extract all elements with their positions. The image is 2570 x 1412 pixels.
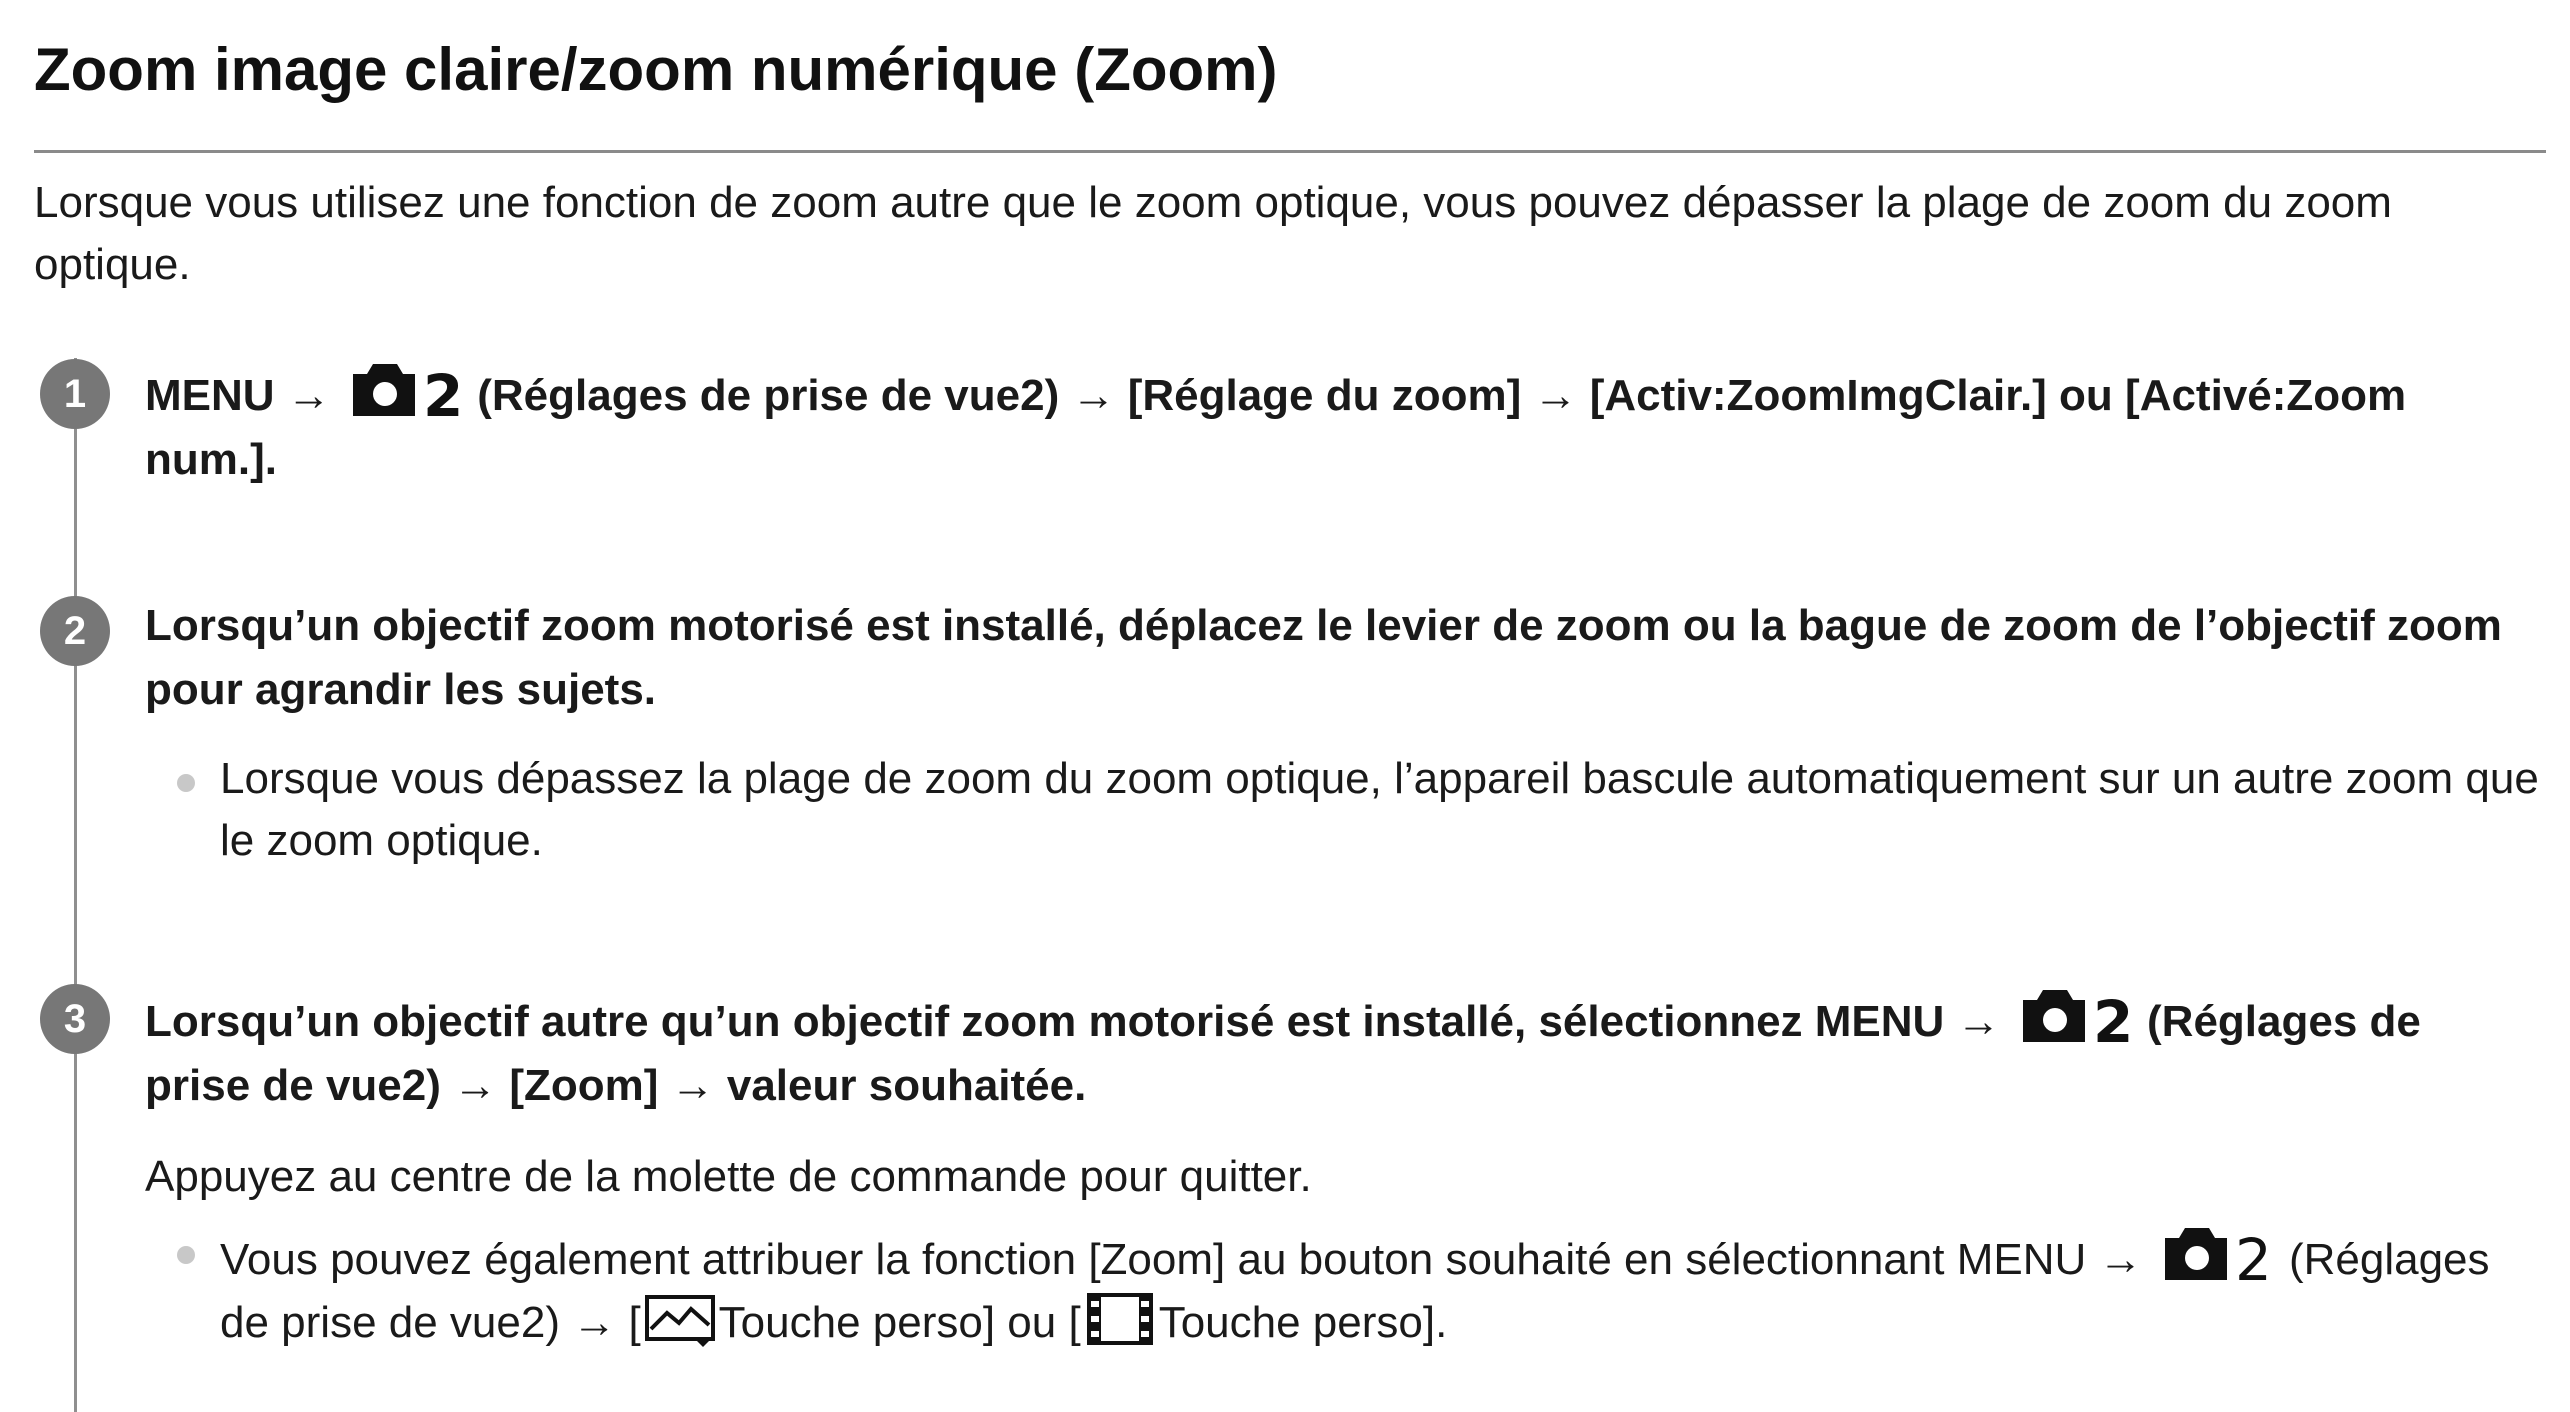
- step-1-text-after: (Réglages de prise de vue2) → [Réglage du zoom] → [Activ:ZoomImgClair.] ou [Activé:Zoom num.].: [145, 371, 2407, 484]
- step-1-badge: 1: [40, 359, 110, 429]
- camera-tab-number: 2: [2234, 1226, 2272, 1294]
- step-2-bullet-text: Lorsque vous dépassez la plage de zoom du zoom optique, l’appareil bascule automatiquement sur un autre zoom que le zoom optique.: [220, 754, 2539, 865]
- step-3-badge: 3: [40, 984, 110, 1054]
- step-3-bullet-part2: (Réglages de prise de vue2) → [: [220, 1235, 2490, 1347]
- step-3-text-after: (Réglages de prise de vue2) → [Zoom] → valeur souhaitée.: [145, 997, 2421, 1110]
- step-3-text-before: Lorsqu’un objectif autre qu’un objectif zoom motorisé est installé, sélectionnez MENU →: [145, 997, 2001, 1046]
- bullet-dot: [177, 1246, 195, 1264]
- camera-settings-2-icon: [349, 356, 464, 430]
- camera-settings-2-icon: [2019, 982, 2134, 1056]
- still-image-icon: [643, 1291, 717, 1347]
- step-3-bullet-text: [220, 1220, 2540, 1354]
- page-title: Zoom image claire/zoom numérique (Zoom): [34, 36, 1278, 103]
- step-3-note: Appuyez au centre de la molette de commande pour quitter.: [145, 1152, 1312, 1201]
- movie-icon: [1083, 1291, 1157, 1347]
- step-3-bullet-part1: Vous pouvez également attribuer la fonction [Zoom] au bouton souhaité en sélectionnant MENU →: [220, 1235, 2143, 1284]
- step-2-badge: 2: [40, 596, 110, 666]
- camera-tab-number: 2: [2092, 988, 2134, 1056]
- step-1-text-before: MENU →: [145, 371, 331, 420]
- step-1-text: [145, 356, 2535, 492]
- camera-settings-2-icon: [2161, 1220, 2272, 1294]
- step-3-bullet-part4: Touche perso].: [1158, 1298, 1448, 1347]
- step-2-text: Lorsqu’un objectif zoom motorisé est installé, déplacez le levier de zoom ou la bague de zoom de l’objectif zoom pour agrandir les sujets.: [145, 601, 2502, 714]
- camera-tab-number: 2: [423, 362, 464, 430]
- step-3-bullet-part3: Touche perso] ou [: [718, 1298, 1081, 1347]
- step-3-text: [145, 982, 2535, 1118]
- title-divider: [34, 150, 2546, 153]
- steps-timeline: [74, 358, 77, 1412]
- intro-paragraph: Lorsque vous utilisez une fonction de zoom autre que le zoom optique, vous pouvez dépasser la plage de zoom du zoom optique.: [34, 178, 2392, 289]
- bullet-dot: [177, 774, 195, 792]
